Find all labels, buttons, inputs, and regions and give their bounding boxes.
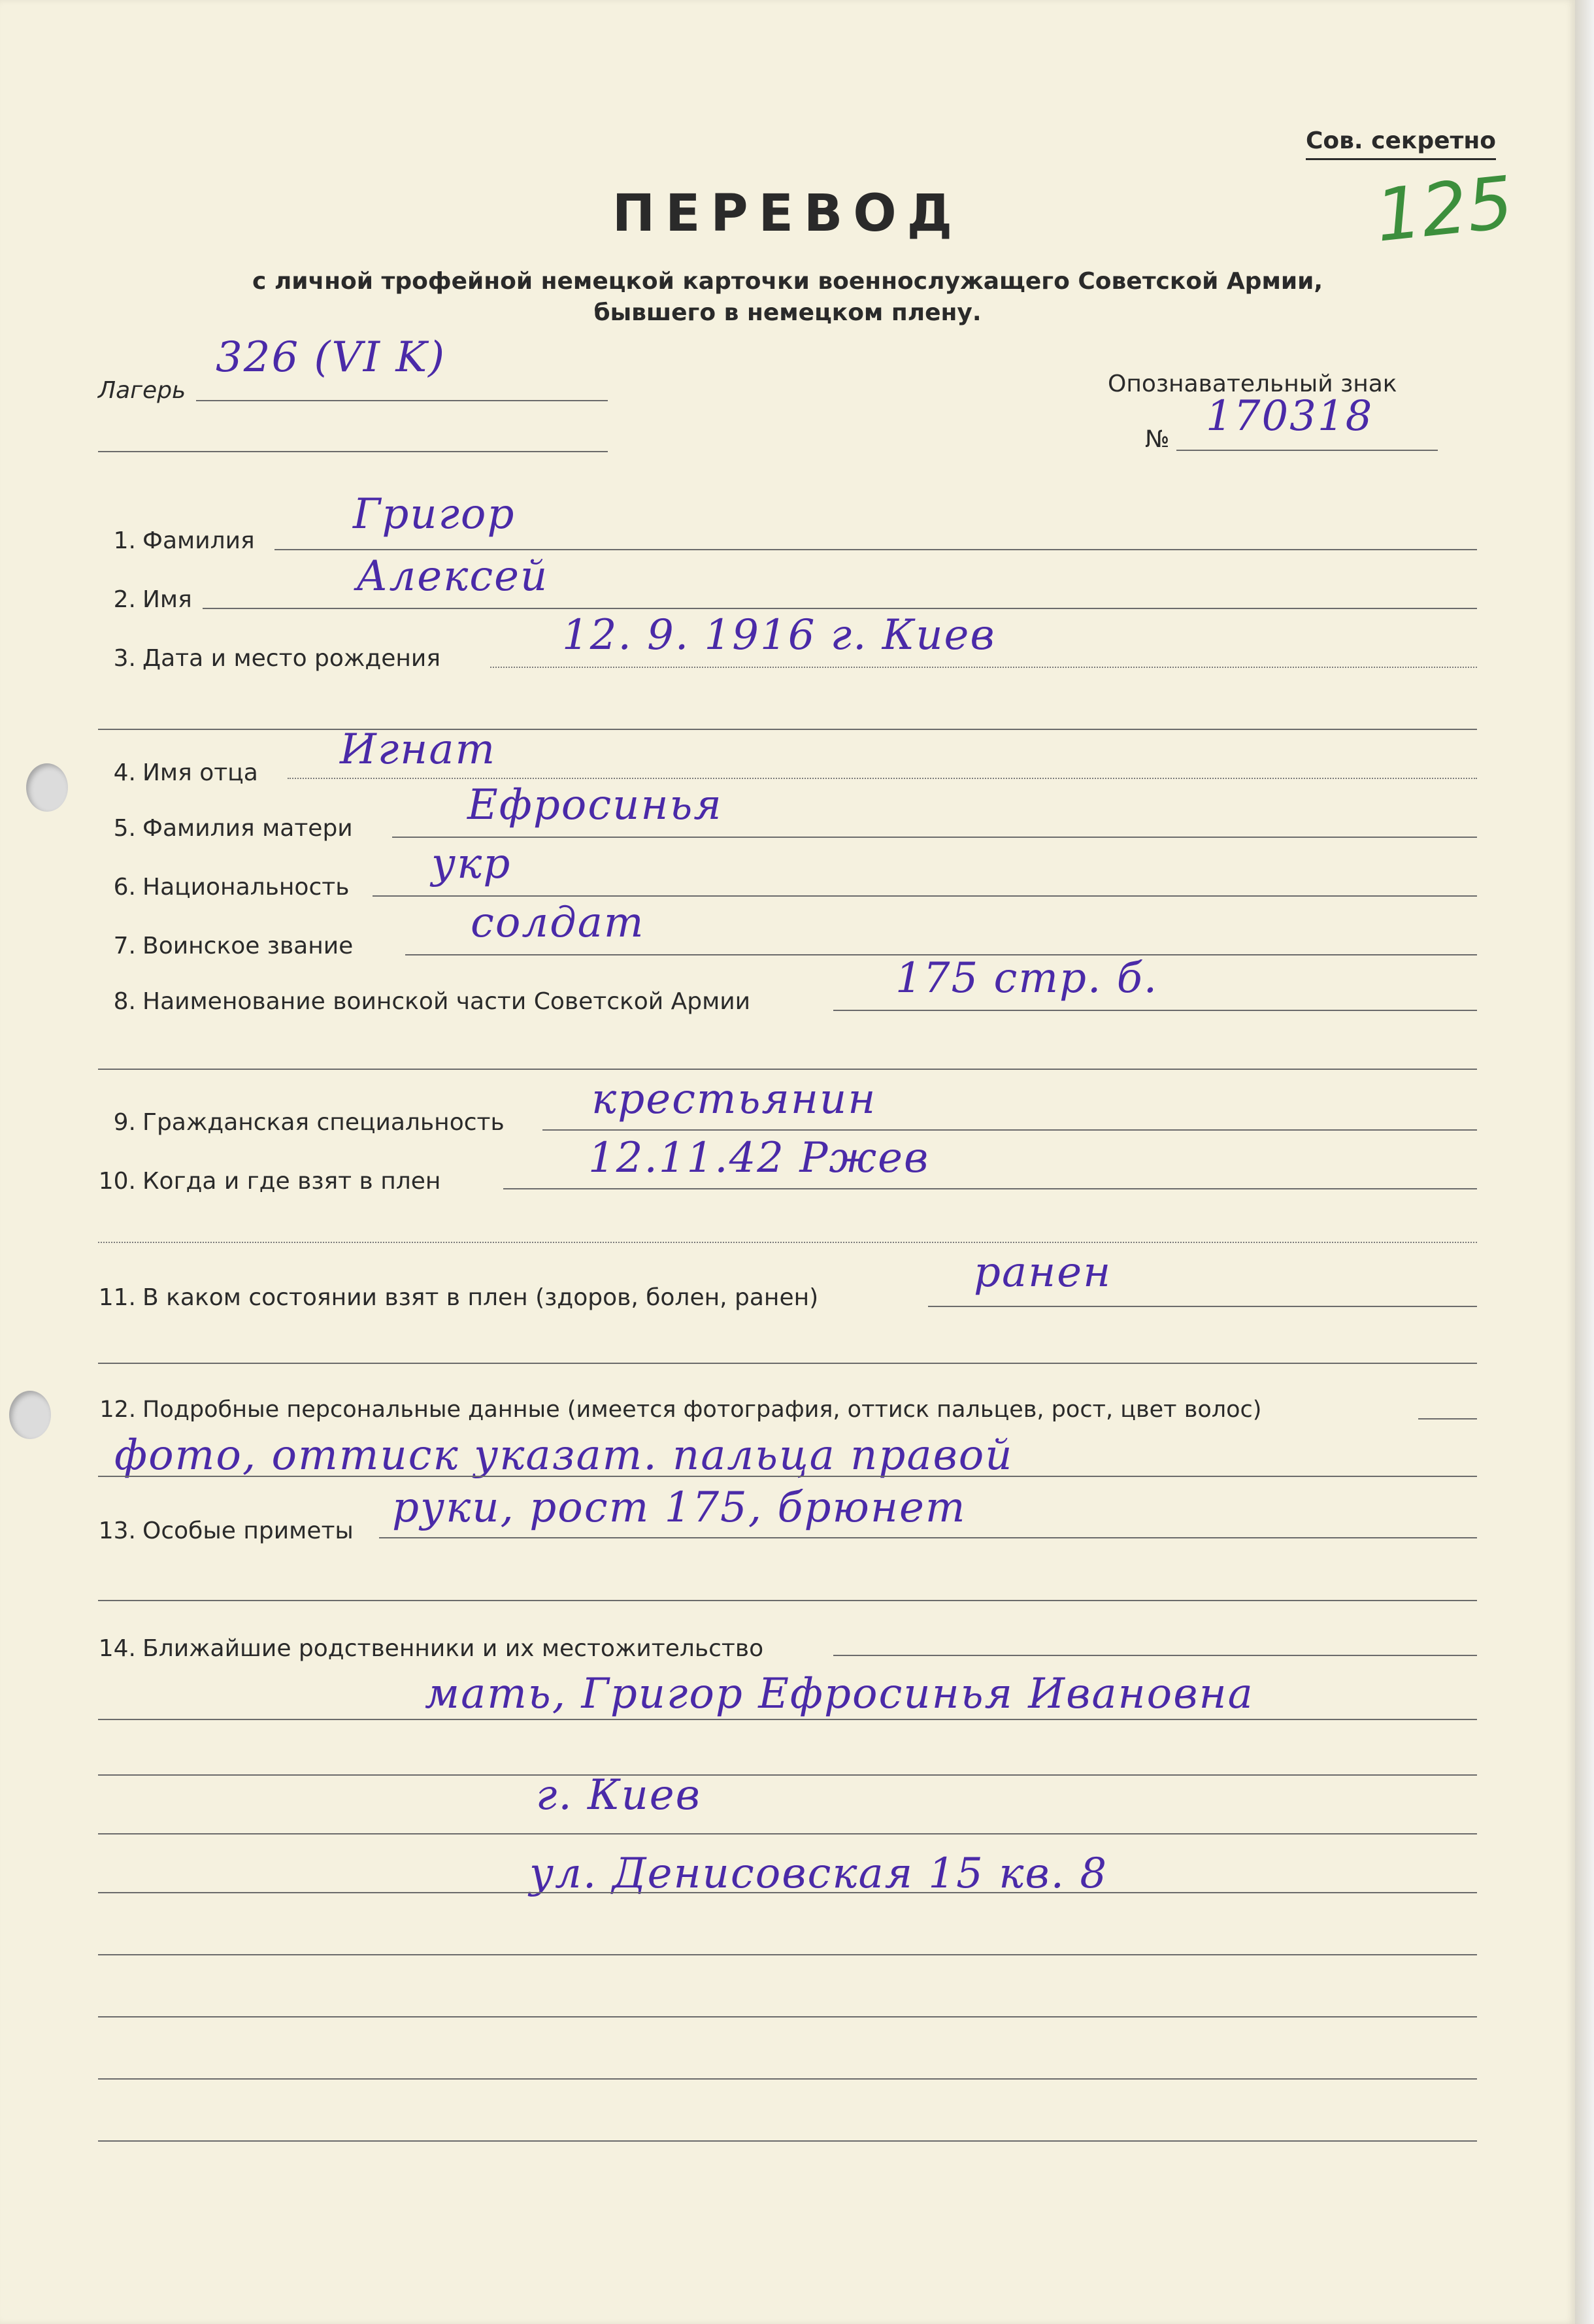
- relatives-line-1: мать, Григор Ефросинья Ивановна: [425, 1670, 1254, 1718]
- tag-prefix: №: [1145, 426, 1170, 453]
- camp-line: [196, 400, 608, 401]
- camp-value: 326 (VI K): [216, 333, 446, 382]
- field-line-condition-2: [98, 1363, 1477, 1364]
- field-label-unit: 8. Наименование воинской части Советской Армии: [113, 988, 751, 1015]
- tag-label: Опознавательный знак: [1108, 371, 1397, 397]
- field-value-rank: солдат: [471, 899, 645, 947]
- relatives-rule-3: [98, 1833, 1477, 1834]
- field-label-nationality: 6. Национальность: [113, 874, 350, 901]
- field-line-nationality: [373, 895, 1477, 897]
- relatives-rule-7: [98, 2078, 1477, 2080]
- field-value-mother: Ефросинья: [467, 781, 723, 829]
- field-value-personal-data: фото, оттиск указат. пальца правой: [114, 1431, 1014, 1480]
- field-line-condition: [928, 1306, 1477, 1307]
- field-value-birth: 12. 9. 1916 г. Киев: [562, 611, 996, 659]
- field-line-personal-data: [1418, 1418, 1477, 1419]
- classification-label: Сов. секретно: [1306, 127, 1496, 160]
- field-line-birth: [490, 667, 1477, 668]
- field-line-features: [379, 1537, 1477, 1538]
- relatives-rule-4: [98, 1892, 1477, 1893]
- field-line-unit-2: [98, 1069, 1477, 1070]
- field-line-unit: [833, 1010, 1477, 1011]
- relatives-line-2: г. Киев: [536, 1771, 701, 1819]
- punch-hole: [9, 1391, 51, 1439]
- relatives-rule-8: [98, 2140, 1477, 2142]
- field-value-features: руки, рост 175, брюнет: [392, 1484, 967, 1532]
- field-line-captured-2: [98, 1242, 1477, 1243]
- stamp-number: 125: [1371, 160, 1518, 258]
- field-label-mother: 5. Фамилия матери: [113, 815, 353, 842]
- relatives-rule-2: [98, 1774, 1477, 1776]
- field-value-name: Алексей: [356, 552, 549, 601]
- field-label-rank: 7. Воинское звание: [113, 933, 354, 959]
- field-value-captured: 12.11.42 Ржев: [588, 1134, 930, 1182]
- field-label-features: 13. Особые приметы: [98, 1518, 354, 1544]
- field-line-surname: [274, 549, 1477, 550]
- field-label-birth: 3. Дата и место рождения: [113, 645, 440, 672]
- document-title: ПЕРЕВОД: [612, 184, 963, 243]
- field-line-profession: [542, 1129, 1477, 1131]
- field-line-features-2: [98, 1600, 1477, 1601]
- field-value-surname: Григор: [353, 490, 516, 539]
- punch-hole: [26, 763, 68, 812]
- field-line-name: [203, 608, 1477, 609]
- tag-line: [1176, 450, 1438, 451]
- field-value-father: Игнат: [340, 725, 497, 774]
- field-label-name: 2. Имя: [113, 586, 192, 613]
- camp-line-2: [98, 451, 608, 452]
- field-label-relatives: 14. Ближайшие родственники и их местожительство: [98, 1635, 764, 1662]
- field-label-profession: 9. Гражданская специальность: [113, 1109, 505, 1136]
- camp-label: Лагерь: [98, 377, 186, 404]
- field-line-captured: [503, 1188, 1477, 1189]
- page-edge: [1575, 0, 1594, 2324]
- field-label-captured: 10. Когда и где взят в плен: [98, 1168, 441, 1195]
- tag-value: 170318: [1206, 392, 1374, 440]
- relatives-rule-1: [98, 1719, 1477, 1720]
- field-line-mother: [392, 837, 1477, 838]
- document-subtitle-line2: бывшего в немецком плену.: [593, 299, 982, 326]
- relatives-rule-5: [98, 1954, 1477, 1955]
- field-value-condition: ранен: [974, 1248, 1112, 1297]
- document-subtitle-line1: с личной трофейной немецкой карточки военнослужащего Советской Армии,: [252, 268, 1323, 295]
- field-line-personal-data-2: [98, 1476, 1477, 1477]
- relatives-line-3: ул. Денисовская 15 кв. 8: [529, 1850, 1108, 1898]
- field-value-nationality: укр: [431, 840, 512, 888]
- field-line-father: [288, 778, 1477, 779]
- field-value-unit: 175 стр. б.: [895, 954, 1159, 1003]
- field-line-relatives: [833, 1655, 1477, 1656]
- field-label-father: 4. Имя отца: [113, 759, 258, 786]
- field-label-condition: 11. В каком состоянии взят в плен (здоров, болен, ранен): [98, 1284, 819, 1311]
- field-label-personal-data: 12. Подробные персональные данные (имеется фотография, оттиск пальцев, рост, цвет волос): [99, 1397, 1262, 1423]
- relatives-rule-6: [98, 2016, 1477, 2017]
- field-line-birth-2: [98, 729, 1477, 730]
- field-label-surname: 1. Фамилия: [113, 527, 255, 554]
- field-value-profession: крестьянин: [591, 1075, 877, 1123]
